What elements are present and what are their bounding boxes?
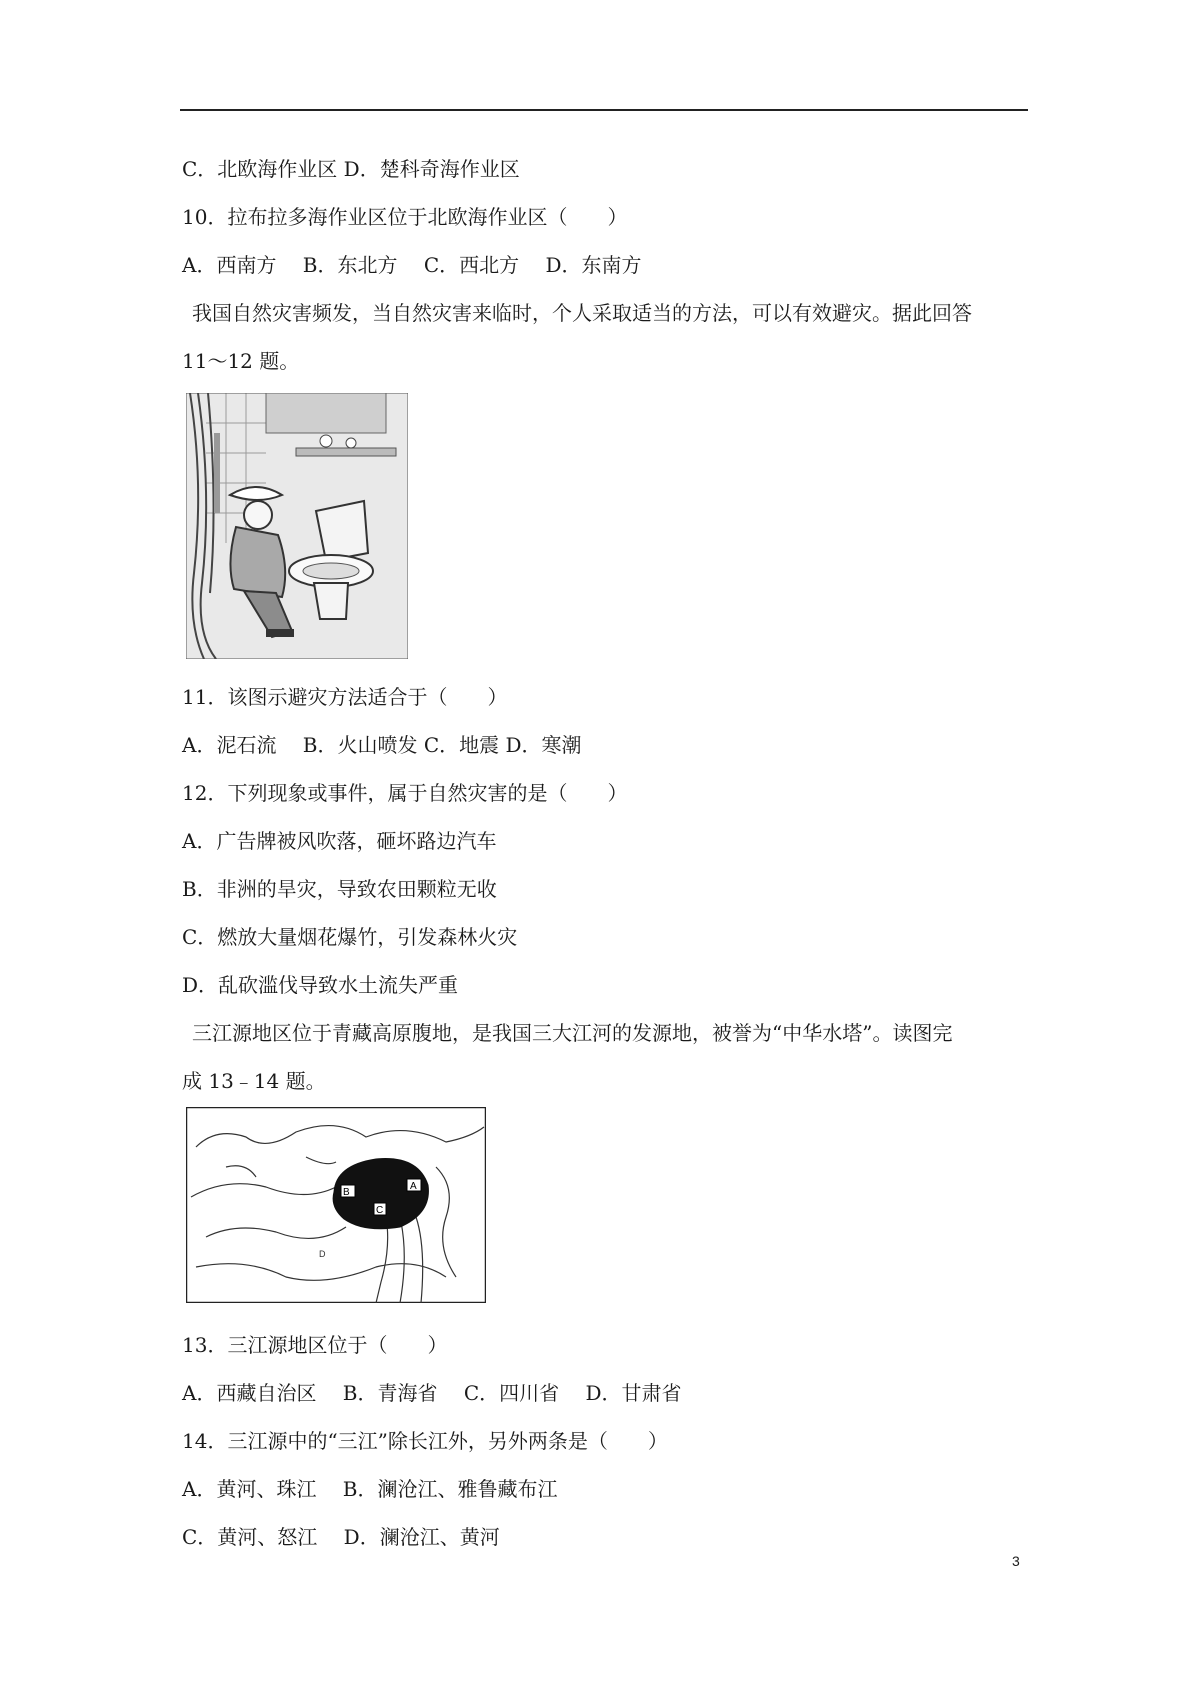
page-number: 3 <box>1012 1553 1020 1569</box>
passage-13-14-line2: 成 13﹣14 题。 <box>182 1069 326 1093</box>
q12-stem: 12．下列现象或事件，属于自然灾害的是（ ） <box>182 781 628 805</box>
q10-options: A．西南方 B．东北方 C．西北方 D．东南方 <box>182 253 642 277</box>
q10-stem: 10．拉布拉多海作业区位于北欧海作业区（ ） <box>182 205 628 229</box>
map-label-a: A <box>410 1181 417 1192</box>
map-label-b: B <box>343 1187 350 1198</box>
passage-11-12-line1: 我国自然灾害频发，当自然灾害来临时，个人采取适当的方法，可以有效避灾。据此回答 <box>192 301 972 325</box>
q12-option-c: C．燃放大量烟花爆竹，引发森林火灾 <box>182 925 518 949</box>
q14-options-cd: C．黄河、怒江 D．澜沧江、黄河 <box>182 1525 500 1549</box>
q12-option-a: A．广告牌被风吹落，砸坏路边汽车 <box>182 829 497 853</box>
map-label-c: C <box>376 1205 384 1216</box>
q14-options-ab: A．黄河、珠江 B．澜沧江、雅鲁藏布江 <box>182 1477 558 1501</box>
sanjiangyuan-map <box>186 1107 486 1303</box>
passage-13-14-line1: 三江源地区位于青藏高原腹地，是我国三大江河的发源地，被誉为“中华水塔”。读图完 <box>192 1021 953 1045</box>
q9-options-cd: C．北欧海作业区 D．楚科奇海作业区 <box>182 157 520 181</box>
q12-option-b: B．非洲的旱灾，导致农田颗粒无收 <box>182 877 497 901</box>
q13-stem: 13．三江源地区位于（ ） <box>182 1333 448 1357</box>
header-rule <box>180 109 1028 111</box>
map-label-d: D <box>319 1249 326 1259</box>
q14-stem: 14．三江源中的“三江”除长江外，另外两条是（ ） <box>182 1429 668 1453</box>
q11-options: A．泥石流 B．火山喷发 C．地震 D．寒潮 <box>182 733 582 757</box>
earthquake-shelter-illustration <box>186 393 408 659</box>
q13-options: A．西藏自治区 B．青海省 C．四川省 D．甘肃省 <box>182 1381 682 1405</box>
q12-option-d: D．乱砍滥伐导致水土流失严重 <box>182 973 459 997</box>
q11-stem: 11．该图示避灾方法适合于（ ） <box>182 685 508 709</box>
passage-11-12-line2: 11～12 题。 <box>182 349 300 373</box>
